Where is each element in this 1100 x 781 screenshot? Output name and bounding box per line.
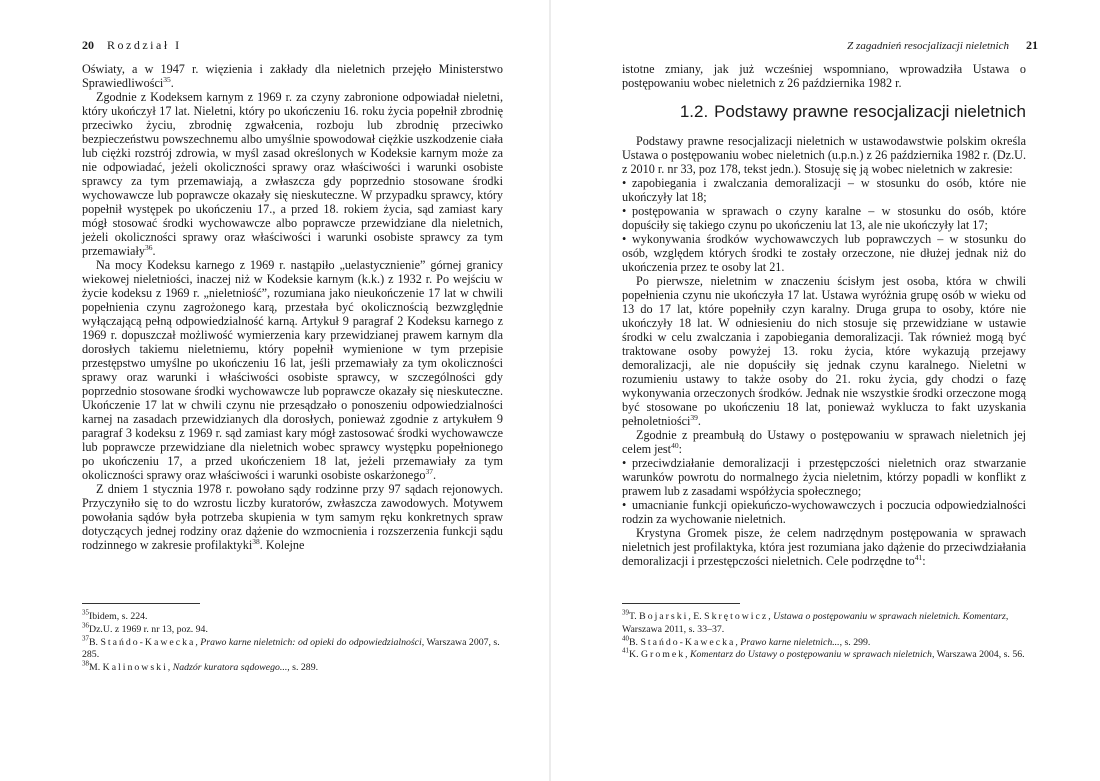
footnote: $^{39}$T. Bojarski, E. Skrętowicz, Ustawa o postępowaniu w sprawach nieletnich. Komentarz, Warszawa 2011, s. 33–37. (622, 608, 1009, 635)
section-heading (622, 102, 1026, 122)
page-number: 21 (1026, 38, 1038, 52)
paragraph: Podstawy prawne resocjalizacji nieletnich w ustawodawstwie polskim określa Ustawa o postępowaniu wobec nieletnich (u.p.n.) z 26 października 1982 r. (Dz.U. z 2010 r. nr 33, poz 178, tekst jedn.). Stosuję się ją wobec nieletnich w zakresie: (622, 134, 1026, 176)
paragraph: Z dniem 1 stycznia 1978 r. powołano sądy rodzinne przy 97 sądach rejonowych. Przyczyniło się to do wzrostu liczby kuratorów, zwłaszcza zawodowych. Motywem powołania sądów była potrzeba skupienia w tym samym ręku konkretnych spraw dotyczących jednej rodziny oraz dążenie do wzmocnienia i rozszerzenia funkcji sądu rodzinnego w zakresie profilaktyki$^{38}$. Kolejne (82, 482, 503, 552)
section-title: Podstawy prawne resocjalizacji nieletnich (714, 102, 1026, 121)
footnote: $^{38}$M. Kalinowski, Nadzór kuratora sądowego..., s. 289. (82, 659, 319, 674)
paragraph: Zgodnie z preambułą do Ustawy o postępowaniu w sprawach nieletnich jej celem jest$^{40}$: (622, 428, 1026, 456)
list-item: • postępowania w sprawach o czyny karalne – w stosunku do osób, które dopuściły się takiego czynu po ukończeniu lat 13, ale nie ukończyły lat 17; (622, 204, 1026, 232)
running-title: Z zagadnień resocjalizacji nieletnich (847, 40, 1009, 52)
left-page-header (82, 38, 502, 54)
paragraph: Na mocy Kodeksu karnego z 1969 r. nastąpiło „uelastycznienie” górnej granicy wiekowej nieletniości, inaczej niż w Kodeksie karnym (k.k.) z 1932 r. Po wejściu w życie kodeksu z 1969 r. „nieletniość”, rozumiana jako nieukończenie 17 lat w chwili popełnienia czynu zagrożonego karą, przestała być okolicznością bezwzględnie wyłączającą pełną odpowiedzialność karną. Artykuł 9 paragraf 2 Kodeksu karnego z 1969 r. dopuszczał możliwość wymierzenia kary przewidzianej prawem karnym dla dorosłych takiemu nieletniemu, który popełnił wymienione w tym przepisie przestępstwo umyślne po ukończeniu 16 lat, jeśli przemawiały za tym okoliczności sprawy oraz warunki i właściwości osobiste sprawcy, w szczególności gdy poprzednio stosowane środki wychowawcze lub poprawcze okazały się nieskuteczne. Ukończenie 17 lat w chwili czynu nie przesądzało o ponoszeniu odpowiedzialności karnej na zasadach przewidzianych dla dorosłych, ponieważ zgodnie z artykułem 9 paragraf 3 kodeksu z 1969 r. sąd zamiast kary mógł zastosować środki wychowawcze lub poprawcze przewidziane dla nieletnich wobec sprawcy występku popełnionego po ukończeniu 17, a przed ukończeniem 18 lat, jeżeli przemawiały za tym okoliczności sprawy oraz właściwości i warunki osobiste oskarżonego$^{37}$. (82, 258, 503, 482)
chapter-title: Rozdział I (107, 38, 182, 52)
list-item: • umacnianie funkcji opiekuńczo-wychowawczych i poczucia odpowiedzialności rodzin za wychowanie nieletnich. (622, 498, 1026, 526)
right-page-header (618, 38, 1038, 54)
paragraph: Po pierwsze, nieletnim w znaczeniu ścisłym jest osoba, która w chwili popełnienia czynu nie ukończyła 17 lat. Ustawa wyróżnia grupę osób w wieku od 13 do 17 lat, które popełniły czyn karalny. Druga grupa to osoby, które nie ukończyły 18 lat. W odniesieniu do nich stosuje się przewidziane w ustawie środki w celu zwalczania i zapobiegania demoralizacji. Tak również mogą być traktowane osoby powyżej 13. roku życia, które wykazują przejawy demoralizacji, ale nie dopuściły się jednak czynu karalnego. Nieletni w rozumieniu ustawy to także osoby do 21. roku życia, gdy chodzi o fazę wykonywania orzeczonych środków. Jednak nie wszystkie środki orzeczone mogą być stosowane po ukończeniu 18 lat, ponieważ wyklucza to fakt uzyskania pełnoletniości$^{39}$. (622, 274, 1026, 428)
list-item: • wykonywania środków wychowawczych lub poprawczych – w stosunku do osób, względem których środki te zostały orzeczone, nie dłużej jednak niż do ukończenia przez te osoby lat 21. (622, 232, 1026, 274)
paragraph: Zgodnie z Kodeksem karnym z 1969 r. za czyny zabronione odpowiadał nieletni, który ukończył 17 lat. Nieletni, który po ukończeniu 16. roku życia popełnił zbrodnię przeciwko życiu, zbrodnię zgwałcenia, rozboju lub zbrodnię przeciwko bezpieczeństwu powszechnemu albo umyślnie spowodował ciężkie uszkodzenie ciała lub ciężki rozstrój zdrowia, w myśl zasad określonych w Kodeksie karnym może za nie odpowiadać, jeżeli okoliczności sprawy oraz właściwości i warunki osobiste sprawcy za tym przemawiają, a zwłaszcza gdy poprzednio stosowane środki wychowawcze lub poprawcze okazały się nieskuteczne. W przypadku sprawcy, który popełnił występek po ukończeniu 17., a przed 18. rokiem życia, sąd zamiast kary mógł stosować środki wychowawcze albo poprawcze przewidziane dla nieletnich, jeżeli okoliczności sprawy oraz właściwości i warunki osobiste sprawcy za tym przemawiały$^{36}$. (82, 90, 503, 258)
paragraph: Krystyna Gromek pisze, że celem nadrzędnym postępowania w sprawach nieletnich jest profilaktyka, która jest rozumiana jako dążenie do przeciwdziałania demoralizacji i przestępczości nieletnich. Cele podrzędne $to^{41}$: (622, 526, 1026, 568)
footnote-divider (82, 603, 200, 604)
list-item: • zapobiegania i zwalczania demoralizacji – w stosunku do osób, które nie ukończyły lat 18; (622, 176, 1026, 204)
footnote: $^{40}$B. Stańdo-Kawecka, Prawo karne nieletnich..., s. 299. (622, 634, 871, 648)
left-page-body (82, 62, 503, 552)
footnote: $^{35}$Ibidem, s. 224. (82, 608, 148, 622)
footnote-divider (622, 603, 740, 604)
paragraph: Oświaty, a w 1947 r. więzienia i zakłady dla nieletnich przejęło Ministerstwo Sprawiedliwości$^{35}$. (82, 62, 503, 90)
paragraph: istotne zmiany, jak już wcześniej wspomniano, wprowadziła Ustawa o postępowaniu wobec nieletnich z 26 października 1982 r. (622, 62, 1026, 90)
footnotes (622, 608, 1026, 662)
right-page (550, 0, 1100, 781)
footnote: $^{36}$Dz.U. z 1969 r. nr 13, poz. 94. (82, 621, 208, 635)
page-number: 20 (82, 38, 94, 52)
footnote: $^{37}$B. Stańdo-Kawecka, Prawo karne nieletnich: od opieki do odpowiedzialności, Warszawa 2007, s. 285. (82, 634, 500, 661)
footnotes (82, 608, 503, 675)
footnote: $^{41}$K. Gromek, Komentarz do Ustawy o postępowaniu w sprawach nieletnich, Warszawa 2004, s. 56. (622, 647, 1025, 661)
section-number: 1.2. (679, 102, 709, 121)
right-page-body (622, 62, 1026, 568)
list-item: • przeciwdziałanie demoralizacji i przestępczości nieletnich oraz stwarzanie warunków powrotu do normalnego życia nieletnim, którzy popadli w konflikt z prawem lub z zasadami współżycia społecznego; (622, 456, 1026, 498)
